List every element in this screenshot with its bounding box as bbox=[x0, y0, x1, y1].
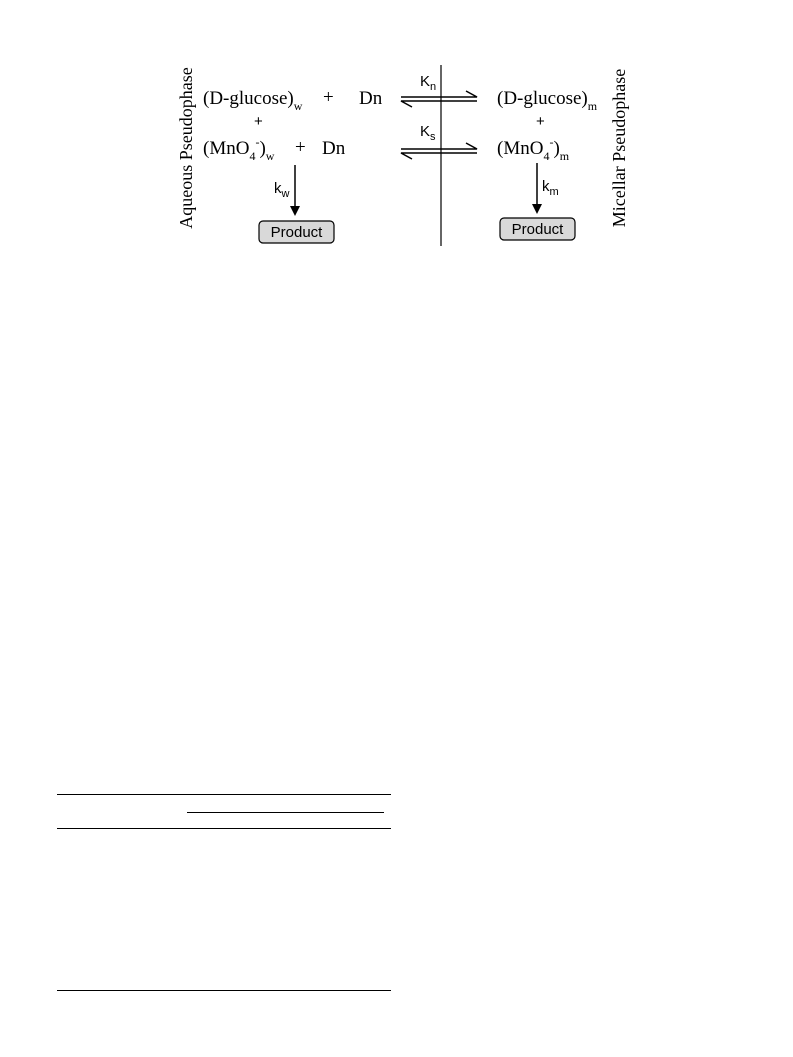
micellar-pseudophase-label: Micellar Pseudophase bbox=[609, 68, 629, 228]
table-header-rule bbox=[57, 828, 391, 829]
table-top-rule bbox=[57, 794, 391, 795]
kw-label: $k_w$ bbox=[274, 180, 290, 200]
kn-label: $K_n$ bbox=[420, 73, 437, 93]
plus-sign-bottom: + bbox=[295, 137, 306, 158]
glucose-aqueous: $(D-glucose)_w$ bbox=[203, 88, 303, 113]
product-label-aqueous: Product bbox=[270, 224, 323, 241]
product-label-micellar: Product bbox=[511, 221, 564, 238]
plus-sign-right-vertical: + bbox=[536, 113, 545, 130]
surfactant-bottom: Dn bbox=[322, 138, 346, 159]
ks-label: $K_s$ bbox=[420, 123, 436, 143]
permanganate-aqueous: $(MnO_4^-)_w$ bbox=[203, 135, 275, 163]
plus-sign-top: + bbox=[323, 87, 334, 108]
surfactant-top: Dn bbox=[359, 88, 383, 109]
table-bottom-rule bbox=[57, 990, 391, 991]
aqueous-pseudophase-label: Aqueous Pseudophase bbox=[176, 67, 196, 229]
ks-reverse-arrow bbox=[401, 153, 477, 159]
km-label: $k_m$ bbox=[542, 178, 559, 198]
plus-sign-left-vertical: + bbox=[254, 113, 263, 130]
table-column-group-rule bbox=[187, 812, 384, 813]
glucose-micellar: $(D-glucose)_m$ bbox=[497, 88, 598, 113]
kn-forward-arrow bbox=[401, 91, 477, 97]
ks-forward-arrow bbox=[401, 143, 477, 149]
kn-reverse-arrow bbox=[401, 101, 477, 107]
reaction-scheme-diagram bbox=[0, 0, 793, 300]
permanganate-micellar: $(MnO_4^-)_m$ bbox=[497, 135, 570, 163]
